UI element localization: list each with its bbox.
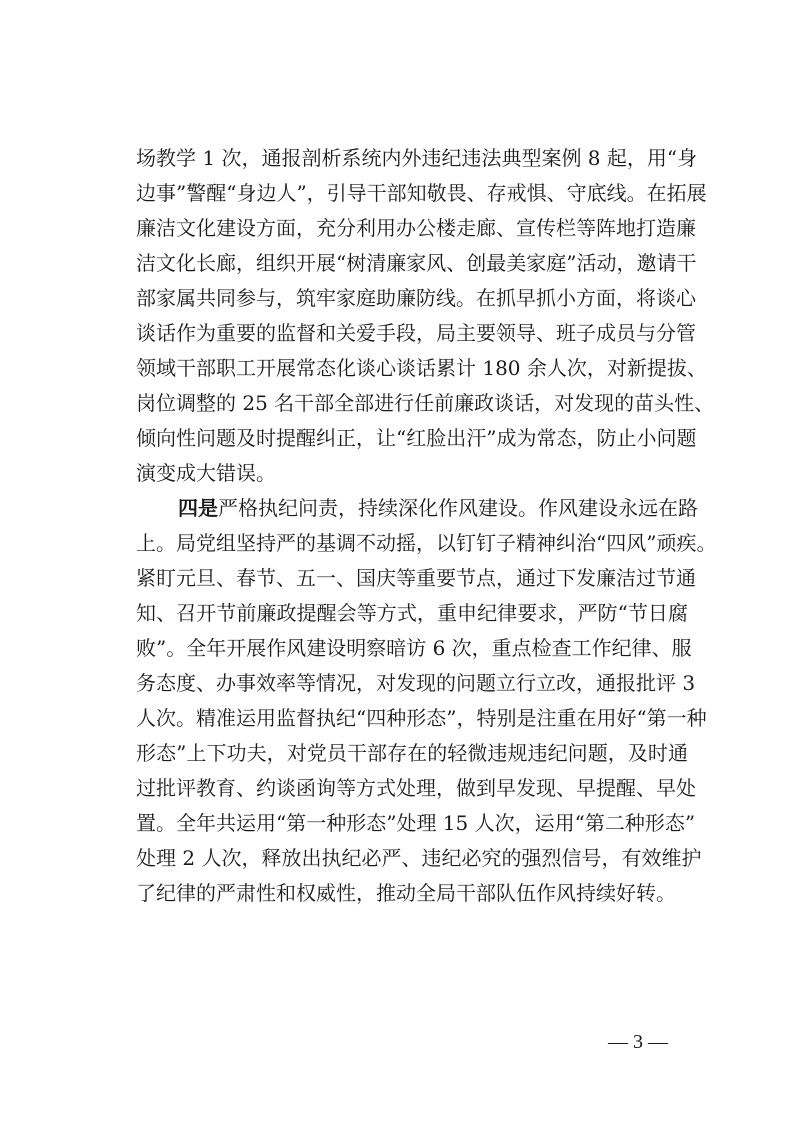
text-line: 了纪律的严肃性和权威性，推动全局干部队伍作风持续好转。	[136, 881, 676, 905]
paragraph-first-line-text: 严格执纪问责，持续深化作风建设。作风建设永远在路	[218, 496, 698, 520]
text-line: 知、召开节前廉政提醒会等方式，重申纪律要求，严防“节日腐	[136, 601, 688, 625]
text-line: 务态度、办事效率等情况，对发现的问题立行立改，通报批评 3	[136, 671, 696, 695]
text-line: 领域干部职工开展常态化谈心谈话累计 180 余人次，对新提拔、	[136, 356, 707, 380]
body-text	[136, 141, 717, 911]
text-line: 形态”上下功夫，对党员干部存在的轻微违规违纪问题，及时通	[136, 741, 688, 765]
text-line: 边事”警醒“身边人”，引导干部知敬畏、存戒惧、守底线。在拓展	[136, 181, 707, 205]
text-line: 置。全年共运用“第一种形态”处理 15 人次，运用“第二种形态”	[136, 811, 696, 835]
paragraph-first-line	[136, 491, 698, 526]
paragraph-lead: 四是	[178, 496, 218, 520]
text-line: 处理 2 人次，释放出执纪必严、违纪必究的强烈信号，有效维护	[136, 846, 702, 870]
text-line: 部家属共同参与，筑牢家庭助廉防线。在抓早抓小方面，将谈心	[136, 286, 696, 310]
text-line: 人次。精准运用监督执纪“四种形态”，特别是注重在用好“第一种	[136, 706, 707, 730]
text-line: 上。局党组坚持严的基调不动摇，以钉钉子精神纠治“四风”顽疾。	[136, 531, 717, 555]
text-line: 演变成大错误。	[136, 461, 276, 485]
text-line: 廉洁文化建设方面，充分利用办公楼走廊、宣传栏等阵地打造廉	[136, 216, 696, 240]
paragraph-1	[136, 141, 715, 491]
page-number: — 3 —	[608, 1031, 668, 1053]
text-line: 紧盯元旦、春节、五一、国庆等重要节点，通过下发廉洁过节通	[136, 566, 696, 590]
text-line: 过批评教育、约谈函询等方式处理，做到早发现、早提醒、早处	[136, 776, 696, 800]
text-line: 洁文化长廊，组织开展“树清廉家风、创最美家庭”活动，邀请干	[136, 251, 697, 275]
text-line: 倾向性问题及时提醒纠正，让“红脸出汗”成为常态，防止小问题	[136, 426, 697, 450]
text-line: 谈话作为重要的监督和关爱手段，局主要领导、班子成员与分管	[136, 321, 696, 345]
text-line: 败”。全年开展作风建设明察暗访 6 次，重点检查工作纪律、服	[136, 636, 692, 660]
text-line: 岗位调整的 25 名干部全部进行任前廉政谈话，对发现的苗头性、	[136, 391, 715, 415]
paragraph-2	[136, 491, 717, 911]
text-line: 场教学 1 次，通报剖析系统内外违纪违法典型案例 8 起，用“身	[136, 146, 698, 170]
